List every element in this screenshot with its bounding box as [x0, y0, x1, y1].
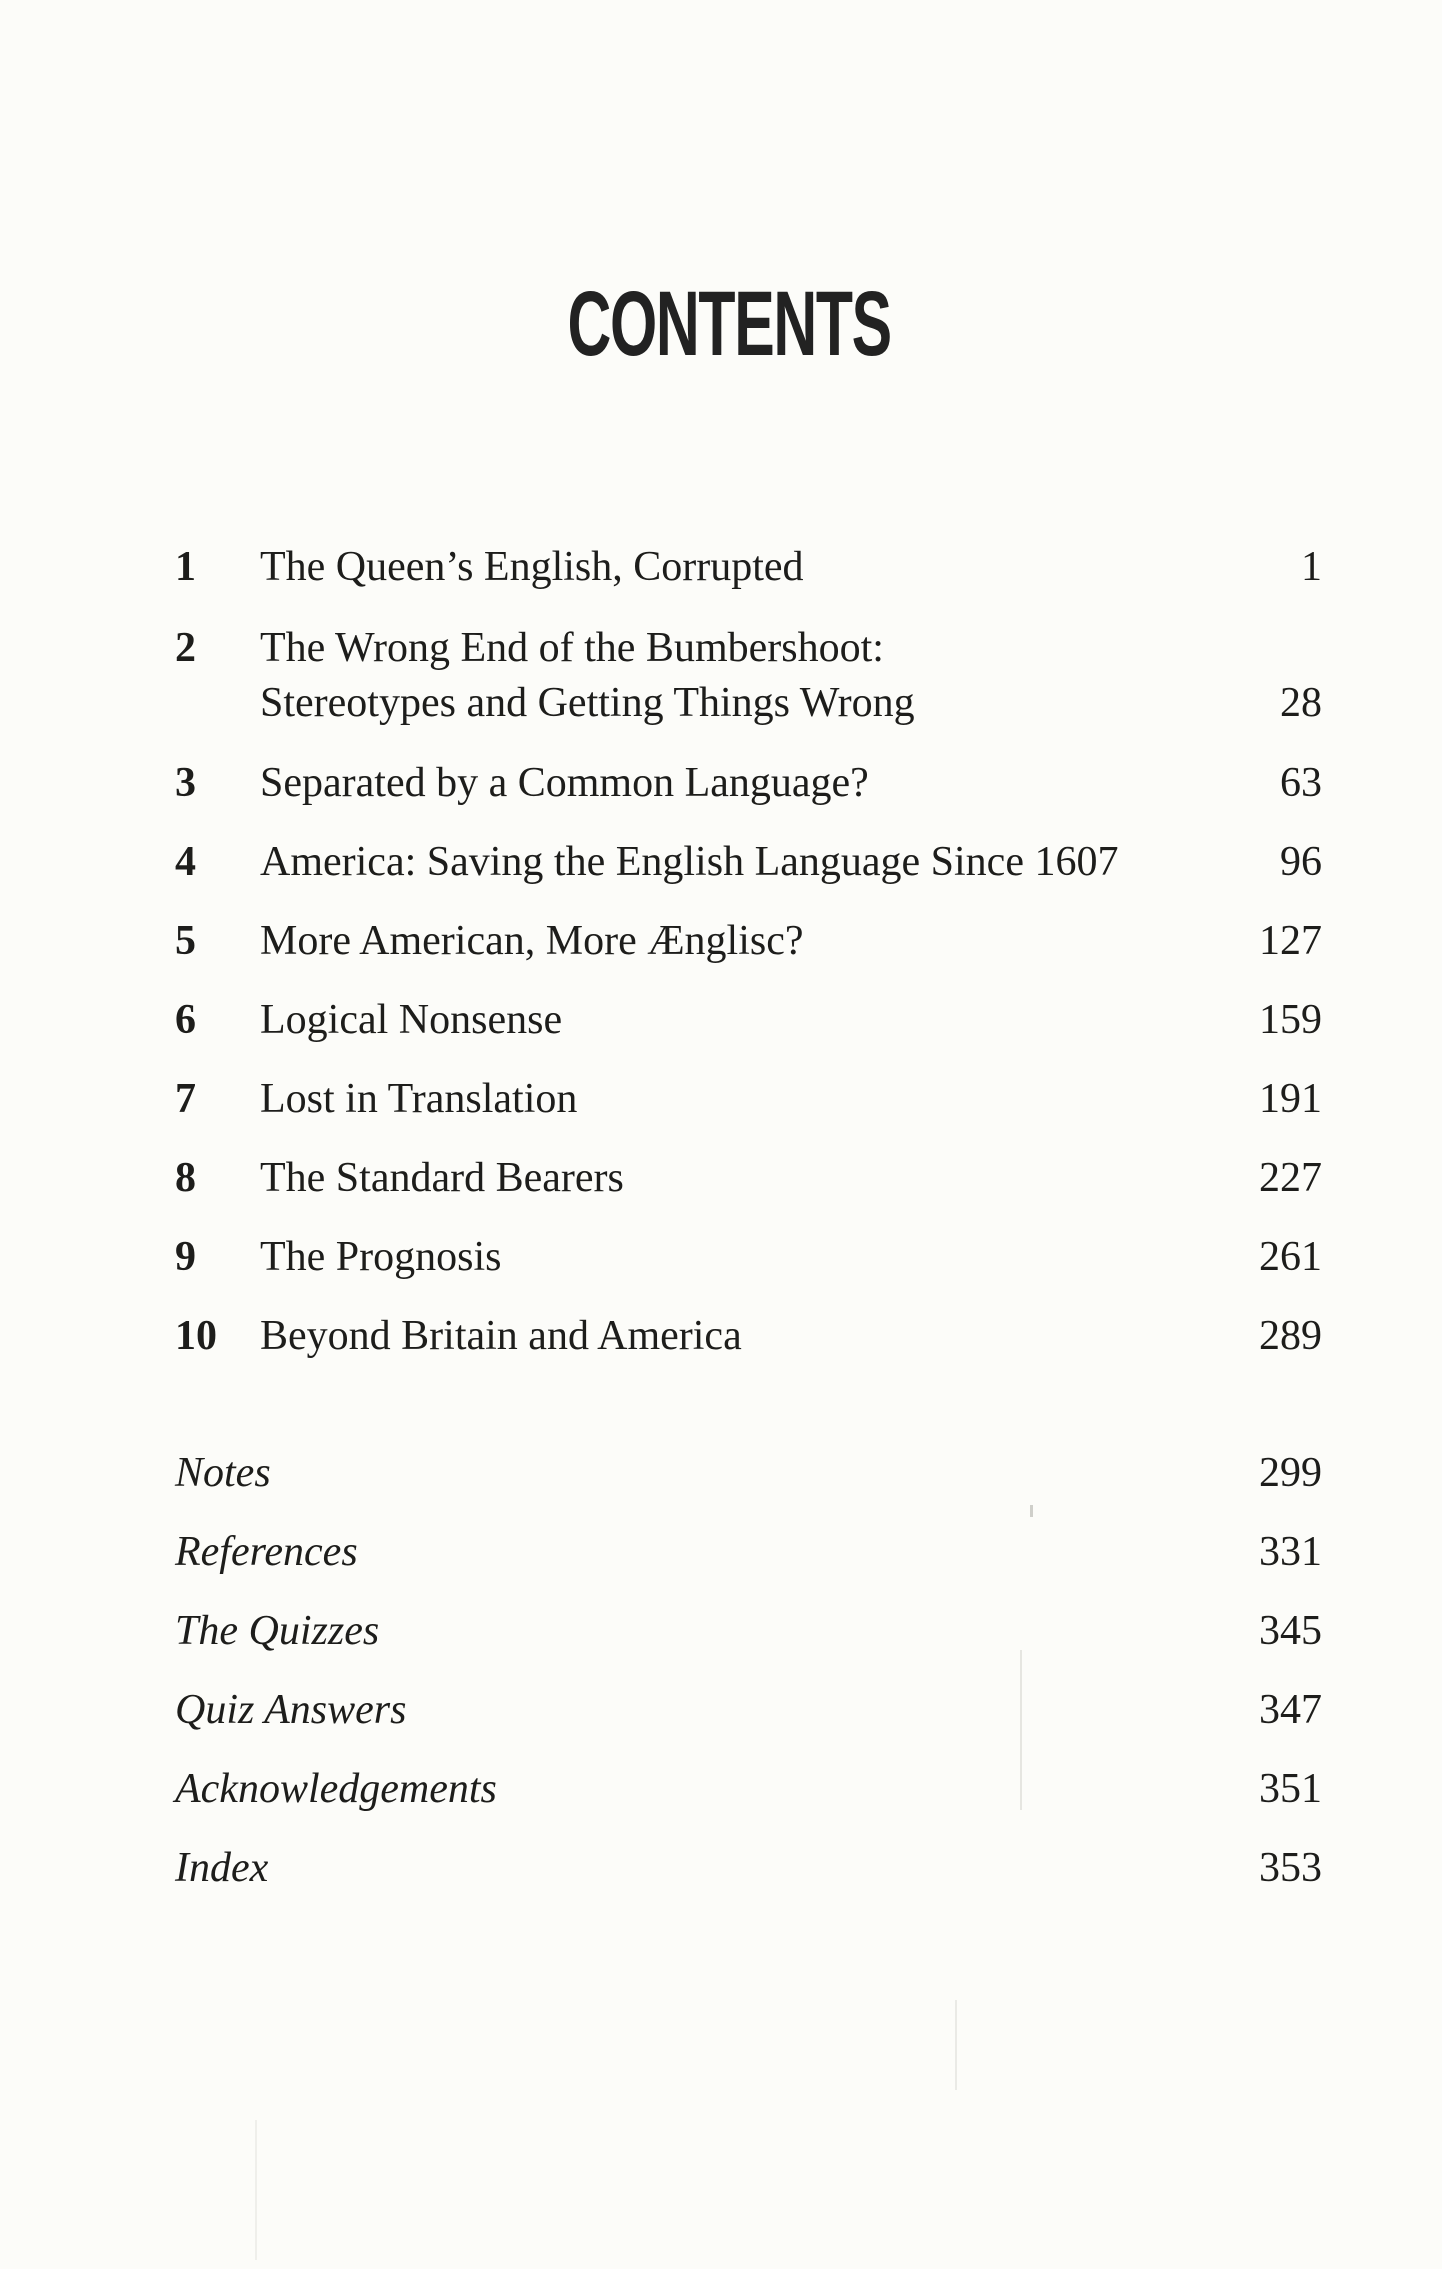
scan-speck	[1030, 1505, 1033, 1517]
chapter-number: 6	[175, 997, 196, 1043]
back-matter-title: Acknowledgements	[175, 1766, 497, 1812]
chapter-number: 9	[175, 1234, 196, 1280]
scan-crease	[1020, 1650, 1022, 1810]
chapter-title: Beyond Britain and America	[260, 1313, 742, 1359]
toc-entry-quiz-answers	[0, 1682, 1442, 1738]
page-number: 345	[1259, 1608, 1322, 1654]
toc-entry-chapter-7	[0, 1071, 1442, 1127]
page-number: 347	[1259, 1687, 1322, 1733]
scan-crease	[955, 2000, 957, 2090]
toc-entry-index	[0, 1840, 1442, 1896]
page-number: 299	[1259, 1450, 1322, 1496]
toc-entry-chapter-4	[0, 834, 1442, 890]
chapter-number: 4	[175, 839, 196, 885]
page-number: 351	[1259, 1766, 1322, 1812]
page-number: 159	[1259, 997, 1322, 1043]
page-number: 289	[1259, 1313, 1322, 1359]
toc-entry-the-quizzes	[0, 1603, 1442, 1659]
page-number: 28	[1280, 680, 1322, 726]
chapter-title: The Standard Bearers	[260, 1155, 624, 1201]
page-number: 63	[1280, 760, 1322, 806]
chapter-title: Logical Nonsense	[260, 997, 563, 1043]
page-number: 261	[1259, 1234, 1322, 1280]
page-number: 331	[1259, 1529, 1322, 1575]
chapter-number: 5	[175, 918, 196, 964]
toc-entry-chapter-9	[0, 1229, 1442, 1285]
toc-entry-chapter-10	[0, 1308, 1442, 1364]
chapter-title: Lost in Translation	[260, 1076, 578, 1122]
back-matter-title: References	[175, 1529, 358, 1575]
contents-heading: CONTENTS	[567, 273, 891, 375]
toc-entry-chapter-8	[0, 1150, 1442, 1206]
page-number: 191	[1259, 1076, 1322, 1122]
chapter-title: The Queen’s English, Corrupted	[260, 544, 804, 590]
scan-crease	[255, 2120, 257, 2260]
page-number: 127	[1259, 918, 1322, 964]
back-matter-title: Index	[175, 1845, 269, 1891]
chapter-number: 8	[175, 1155, 196, 1201]
chapter-number: 1	[175, 544, 196, 590]
chapter-title-line-2: Stereotypes and Getting Things Wrong	[260, 680, 915, 726]
back-matter-title: Quiz Answers	[175, 1687, 407, 1733]
back-matter-title: Notes	[175, 1450, 271, 1496]
toc-entry-chapter-6	[0, 992, 1442, 1048]
toc-entry-notes	[0, 1445, 1442, 1501]
chapter-title: The Prognosis	[260, 1234, 502, 1280]
chapter-number: 3	[175, 760, 196, 806]
toc-entry-chapter-2-continued	[0, 675, 1442, 731]
chapter-title: More American, More Ænglisc?	[260, 918, 804, 964]
back-matter-title: The Quizzes	[175, 1608, 380, 1654]
page-number: 96	[1280, 839, 1322, 885]
page-number: 1	[1301, 544, 1322, 590]
chapter-number: 7	[175, 1076, 196, 1122]
page-number: 353	[1259, 1845, 1322, 1891]
page-number: 227	[1259, 1155, 1322, 1201]
chapter-number: 10	[175, 1313, 217, 1359]
chapter-title: The Wrong End of the Bumbershoot:	[260, 625, 884, 671]
toc-entry-chapter-1	[0, 539, 1442, 595]
toc-entry-chapter-5	[0, 913, 1442, 969]
toc-entry-acknowledgements	[0, 1761, 1442, 1817]
chapter-title: America: Saving the English Language Since 1607	[260, 839, 1119, 885]
chapter-title: Separated by a Common Language?	[260, 760, 869, 806]
toc-entry-chapter-2	[0, 620, 1442, 676]
toc-entry-chapter-3	[0, 755, 1442, 811]
chapter-number: 2	[175, 625, 196, 671]
toc-entry-references	[0, 1524, 1442, 1580]
